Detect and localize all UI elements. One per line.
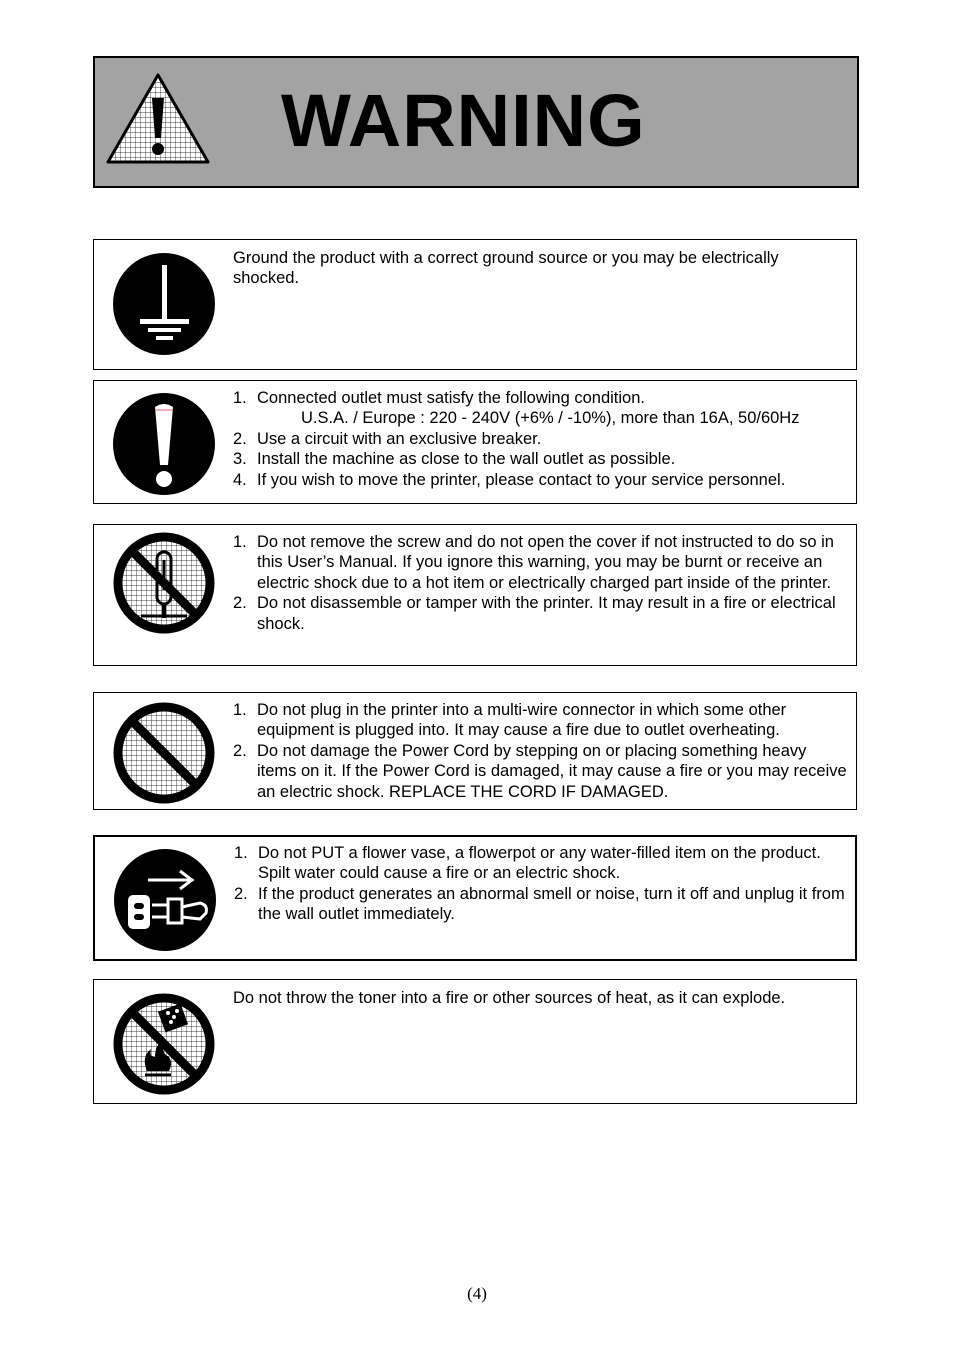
warning-box-toner <box>93 979 857 1104</box>
list-text: Use a circuit with an exclusive breaker. <box>257 429 542 448</box>
page-number: (4) <box>467 1284 487 1303</box>
page-title: WARNING <box>281 79 646 162</box>
voltage-spec: U.S.A. / Europe : 220 - 240V (+6% / -10%), more than 16A, 50/60Hz <box>301 409 800 428</box>
warning-triangle-icon <box>105 72 211 166</box>
list-number: 1. <box>234 844 248 862</box>
no-toner-in-fire-icon <box>111 991 217 1097</box>
list-item <box>233 532 848 593</box>
list-text: Do not plug in the printer into a multi-wire connector in which some other equipment is plugged into. It may cause a fire due to outlet overheating. <box>257 701 787 740</box>
list-text: If the product generates an abnormal smell or noise, turn it off and unplug it from the wall outlet immediately. <box>258 884 845 924</box>
list-text: If you wish to move the printer, please contact to your service personnel. <box>257 470 786 489</box>
list-text: Do not damage the Power Cord by stepping on or placing something heavy items on it. If the Power Cord is damaged, it may cause a fire or you may receive an electric shock. REPLACE THE CORD IF DAMAGED. <box>257 741 847 801</box>
list-item <box>233 449 848 469</box>
warning-box-power-cord <box>93 692 857 810</box>
list-number: 2. <box>233 741 247 760</box>
list-number: 1. <box>233 701 247 719</box>
exclamation-icon <box>111 391 217 497</box>
list-text: Connected outlet must satisfy the following condition. <box>257 389 645 407</box>
warning-box-disassembly <box>93 524 857 666</box>
list-item <box>233 700 848 741</box>
warning-box-ground <box>93 239 857 370</box>
list-number: 1. <box>233 533 247 551</box>
warning-text: Ground the product with a correct ground source or you may be electrically shocked. <box>233 249 779 288</box>
warning-list <box>233 700 848 802</box>
list-item <box>233 593 848 634</box>
list-item <box>233 741 848 802</box>
list-text: Do not remove the screw and do not open the cover if not instructed to do so in this User’s Manual. If you ignore this warning, you may be burnt or receive an electric shock due to a hot item or electrically charged part inside of the printer. <box>257 533 834 592</box>
list-text: Do not disassemble or tamper with the printer. It may result in a fire or electrical shock. <box>257 594 836 633</box>
list-item <box>234 843 847 884</box>
list-number: 2. <box>233 594 247 613</box>
list-item <box>233 429 848 449</box>
list-text: Do not PUT a flower vase, a flowerpot or any water-filled item on the product. Spilt water could cause a fire or an electric shock. <box>258 844 821 883</box>
unplug-icon <box>112 847 218 953</box>
ground-symbol-icon <box>111 251 217 357</box>
list-item <box>233 470 848 490</box>
warning-box-outlet <box>93 380 857 504</box>
warning-banner <box>93 56 859 188</box>
list-item <box>234 884 847 925</box>
list-number: 1. <box>233 389 247 407</box>
no-disassembly-icon <box>111 530 217 636</box>
list-number: 4. <box>233 470 247 489</box>
warning-list <box>234 843 847 925</box>
warning-text: Do not throw the toner into a fire or other sources of heat, as it can explode. <box>233 989 786 1007</box>
prohibition-icon <box>111 700 217 806</box>
list-number: 2. <box>233 429 247 448</box>
warning-list <box>233 388 848 490</box>
warning-box-unplug <box>93 835 857 961</box>
list-number: 2. <box>234 884 248 903</box>
warning-list <box>233 532 848 634</box>
list-text: Install the machine as close to the wall outlet as possible. <box>257 450 676 469</box>
list-item <box>233 388 848 429</box>
list-number: 3. <box>233 450 247 469</box>
